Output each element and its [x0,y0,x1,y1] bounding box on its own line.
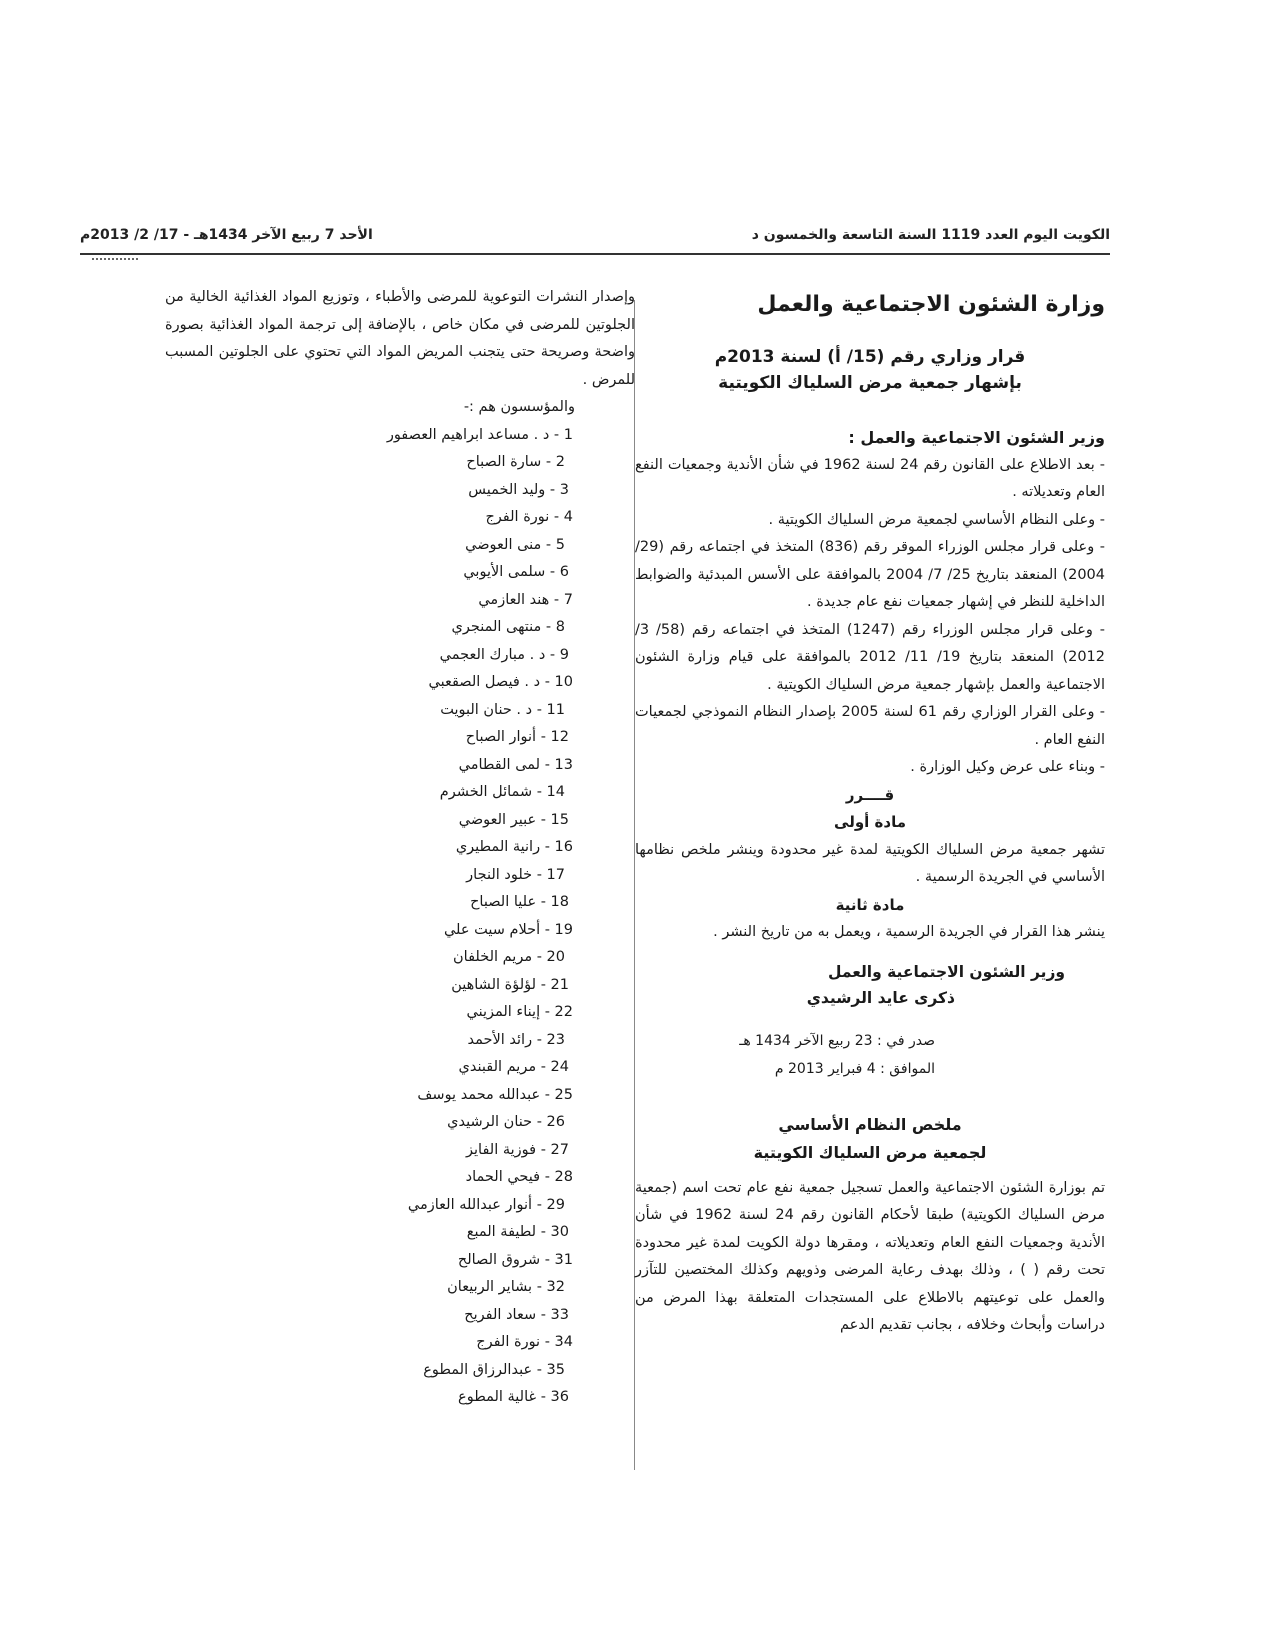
issued-gregorian-date: الموافق : 4 فبراير 2013 م [774,1060,935,1077]
founder-item: 4 - نورة الفرج [485,509,573,525]
summary-title [635,1111,1105,1167]
founder-item: 24 - مريم القبندي [458,1059,569,1075]
decision-title-line1: قرار وزاري رقم (15/ أ) لسنة 2013م [714,347,1026,367]
article-1-title: مادة أولى [834,813,906,831]
issue-date-block [635,1027,1105,1083]
article-2-text: ينشر هذا القرار في الجريدة الرسمية ، ويعمل به من تاريخ النشر . [713,924,1105,940]
founder-item: 21 - لؤلؤة الشاهين [451,976,569,993]
founder-item: 2 - سارة الصباح [466,454,565,470]
left-intro-text: وإصدار النشرات التوعوية للمرضى والأطباء ، وتوزيع المواد الغذائية الخالية من الجلوتين للمرضى في مكان خاص ، بالإضافة إلى ترجمة المواد الغذائية بصورة واضحة وصريحة حتى يتجنب المريض المواد التي تحتوي على الجلوتين المسبب للمرض . [165,289,635,388]
decides-heading: قــــرر [845,785,895,804]
summary-title-line1: ملخص النظام الأساسي [778,1114,962,1134]
article-2-title: مادة ثانية [835,895,905,914]
preamble-item: - وعلى قرار مجلس الوزراء رقم (1247) المتخذ في اجتماعه رقم (58/ 3/ 2012) المنعقد بتاريخ 19/ 11/ 2012 بالموافقة على قيام وزارة الشئون الاجتماعية والعمل بإشهار جمعية مرض السلياك الكويتية . [635,621,1106,693]
header-tick-mark [92,258,138,260]
article-1-text: تشهر جمعية مرض السلياك الكويتية لمدة غير محدودة وينشر ملخص نظامها الأساسي في الجريدة الرسمية . [635,841,1105,885]
founder-item: 30 - لطيفة المبع [466,1224,569,1240]
founder-item: 32 - بشاير الربيعان [447,1279,565,1295]
issued-hijri-date: صدر في : 23 ربيع الآخر 1434 هـ [739,1032,935,1049]
founder-item: 7 - هند العازمي [478,591,573,608]
founder-item: 13 - لمى القطامي [458,756,573,773]
founder-item: 15 - عبير العوضي [458,811,569,828]
page-header [80,220,1110,250]
header-rule [80,253,1110,255]
preamble-item: - وبناء على عرض وكيل الوزارة . [910,759,1105,775]
founder-item: 11 - د . حنان البويت [440,701,565,718]
ministry-title: وزارة الشئون الاجتماعية والعمل [757,292,1105,317]
left-column [165,284,635,1412]
founder-item: 16 - رانية المطيري [455,839,573,855]
summary-text: تم بوزارة الشئون الاجتماعية والعمل تسجيل جمعية نفع عام تحت اسم (جمعية مرض السلياك الكويتية) طبقا لأحكام القانون رقم 24 لسنة 1962 في شأن الأندية وجمعيات النفع العام وتعديلاته ، ومقرها دولة الكويت لمدة غير محدودة تحت رقم ( ) ، وذلك بهدف رعاية المرضى وذويهم وكذلك المختصين للتآزر والعمل على توعيتهم بالاطلاع على المستجدات المتعلقة بهذا المرض من دراسات وأبحاث وخلافه ، بجانب تقديم الدعم [635,1179,1105,1333]
founder-item: 3 - وليد الخميس [468,481,569,498]
founder-item: 35 - عبدالرزاق المطوع [423,1361,565,1378]
founder-item: 18 - عليا الصباح [470,894,569,910]
decision-title-line2: بإشهار جمعية مرض السلياك الكويتية [718,373,1022,393]
founder-item: 28 - فيحي الحماد [465,1169,573,1185]
founder-item: 10 - د . فيصل الصقعبي [428,674,573,690]
founder-item: 17 - خلود النجار [466,866,565,883]
founder-item: 20 - مريم الخلفان [453,949,565,965]
decision-title [635,344,1105,396]
founder-item: 22 - إيناء المزيني [466,1004,573,1020]
founder-item: 1 - د . مساعد ابراهيم العصفور [386,426,573,443]
founder-item: 6 - سلمى الأيوبي [463,564,569,580]
signature-name: ذكرى عايد الرشيدي [806,988,955,1007]
founder-item: 9 - د . مبارك العجمي [439,646,569,663]
preamble-item: - وعلى النظام الأساسي لجمعية مرض السلياك الكويتية . [768,511,1105,528]
founders-heading: والمؤسسون هم :- [463,399,575,415]
founder-item: 12 - أنوار الصباح [465,729,569,745]
right-column [635,282,1105,1340]
summary-title-line2: لجمعية مرض السلياك الكويتية [753,1142,987,1162]
founder-item: 26 - حنان الرشيدي [447,1114,565,1130]
preamble-item: - وعلى قرار مجلس الوزراء الموقر رقم (836) المتخذ في اجتماعه رقم (29/ 2004) المنعقد بتاريخ 25/ 7/ 2004 بالموافقة على الأسس المبدئية والضوابط الداخلية للنظر في إشهار جمعيات نفع عام جديدة . [635,539,1105,610]
founder-item: 5 - منى العوضي [465,536,565,553]
minister-heading: وزير الشئون الاجتماعية والعمل : [848,428,1105,447]
preamble-item: - وعلى القرار الوزاري رقم 61 لسنة 2005 بإصدار النظام النموذجي لجمعيات النفع العام . [635,704,1105,748]
founder-item: 25 - عبدالله محمد يوسف [417,1086,573,1103]
founder-item: 19 - أحلام سيت علي [443,921,573,938]
header-issue-info: الكويت اليوم العدد 1119 السنة التاسعة والخمسون د [751,227,1110,243]
founder-item: 36 - غالية المطوع [458,1389,569,1405]
founders-list [165,422,635,1412]
founder-item: 14 - شمائل الخشرم [439,784,565,800]
founder-item: 8 - منتهى المنجري [451,619,565,635]
signature-block [635,959,1105,1011]
founder-item: 27 - فوزية الفايز [466,1141,569,1158]
founder-item: 29 - أنوار عبدالله العازمي [407,1196,565,1213]
preamble-item: - بعد الاطلاع على القانون رقم 24 لسنة 1962 في شأن الأندية وجمعيات النفع العام وتعديلاته . [635,456,1105,500]
founder-item: 34 - نورة الفرج [476,1334,573,1350]
founder-item: 31 - شروق الصالح [457,1251,573,1268]
signature-title: وزير الشئون الاجتماعية والعمل [827,962,1065,981]
header-date: الأحد 7 ربيع الآخر 1434هـ - 17/ 2/ 2013م [80,227,373,243]
founder-item: 23 - رائد الأحمد [467,1031,565,1048]
founder-item: 33 - سعاد الفريح [464,1306,569,1323]
